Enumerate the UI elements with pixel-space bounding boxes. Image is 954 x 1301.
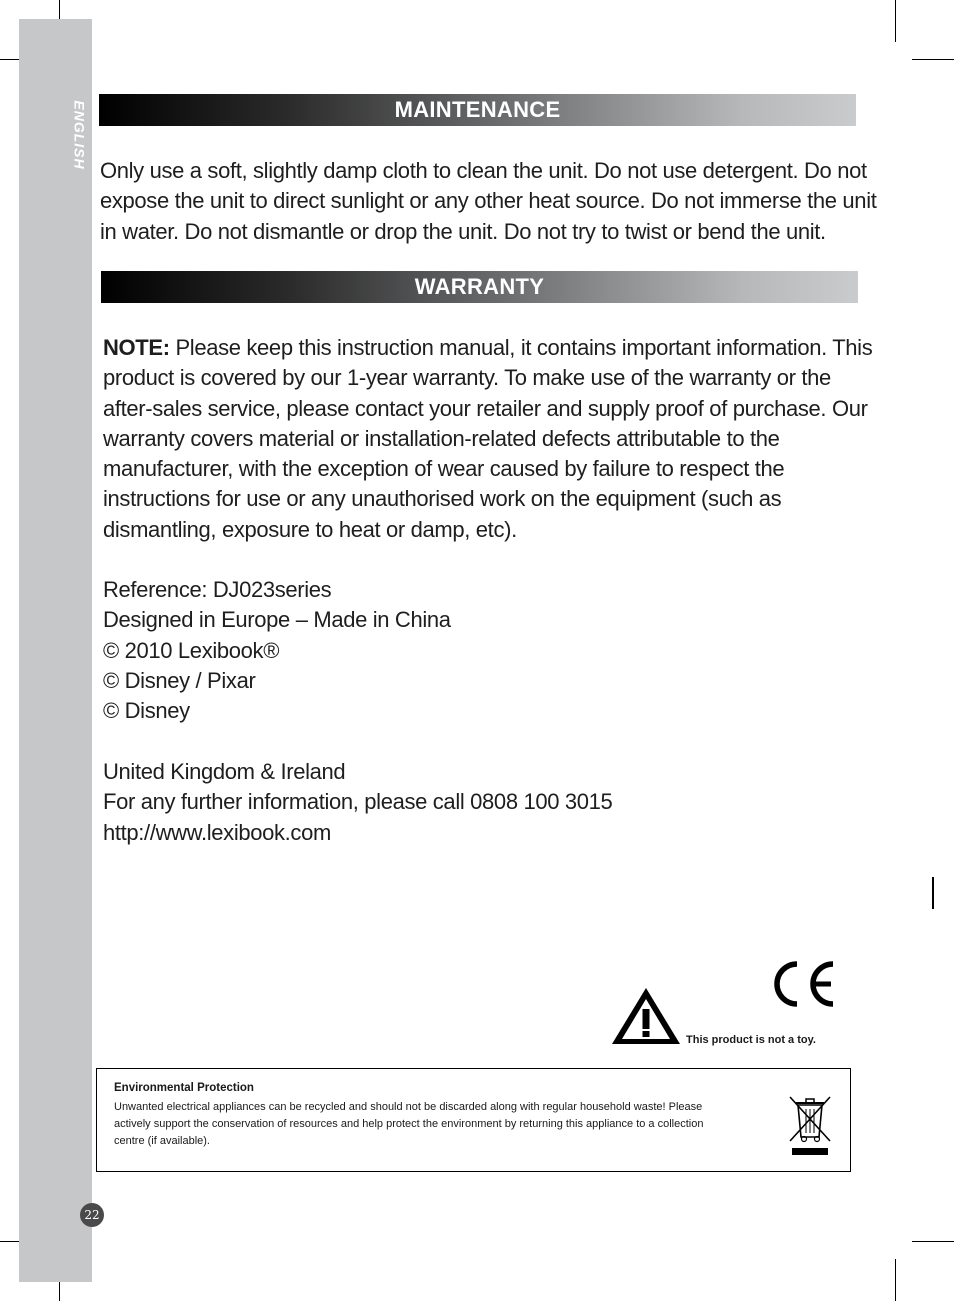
environmental-protection-box	[96, 1068, 851, 1172]
contact-phone: For any further information, please call 0808 100 3015	[103, 789, 613, 815]
crop-mark	[895, 0, 896, 42]
warranty-line: manufacturer, with the exception of wear caused by failure to respect the	[103, 456, 785, 482]
reference-line: © Disney / Pixar	[103, 667, 256, 693]
warranty-line: dismantling, exposure to heat or damp, etc).	[103, 516, 517, 542]
warranty-heading-bar	[101, 271, 858, 303]
page-number: 22	[80, 1203, 104, 1227]
maintenance-line: Only use a soft, slightly damp cloth to clean the unit. Do not use detergent. Do not	[100, 158, 867, 183]
warranty-first-line	[103, 333, 872, 363]
maintenance-heading-bar	[99, 94, 856, 126]
contact-website: http://www.lexibook.com	[103, 819, 331, 845]
crop-mark	[912, 1241, 954, 1242]
reference-line: © 2010 Lexibook®	[103, 637, 280, 663]
contact-block	[103, 757, 612, 848]
environmental-line: actively support the conservation of resources and help protect the environment by returning this appliance to a collection	[114, 1118, 704, 1130]
reference-line: Designed in Europe – Made in China	[103, 607, 451, 633]
warranty-line: warranty covers material or installation-related defects attributable to the	[103, 425, 780, 451]
maintenance-line: in water. Do not dismantle or drop the unit. Do not try to twist or bend the unit.	[100, 218, 826, 244]
environmental-line: centre (if available).	[114, 1135, 210, 1147]
reference-block	[103, 575, 451, 726]
note-label: NOTE:	[103, 335, 170, 360]
warranty-text	[103, 333, 872, 545]
warranty-line: product is covered by our 1-year warranty. To make use of the warranty or the	[103, 365, 831, 391]
warranty-line: instructions for use or any unauthorised work on the equipment (such as	[103, 486, 782, 512]
environmental-text	[114, 1099, 734, 1150]
warranty-heading: WARRANTY	[414, 274, 545, 299]
warranty-line: after-sales service, please contact your retailer and supply proof of purchase. Our	[103, 395, 868, 421]
language-label: ENGLISH	[71, 100, 88, 170]
maintenance-text	[100, 156, 877, 247]
weee-crossed-bin-icon	[786, 1093, 834, 1157]
reference-line: Reference: DJ023series	[103, 577, 332, 602]
side-tab	[19, 19, 92, 1282]
warranty-line: Please keep this instruction manual, it contains important information. This	[169, 335, 873, 360]
maintenance-heading: MAINTENANCE	[394, 97, 561, 122]
contact-region: United Kingdom & Ireland	[103, 759, 346, 784]
environmental-title: Environmental Protection	[114, 1082, 254, 1094]
warning-triangle-icon	[610, 985, 682, 1047]
language-tab	[62, 99, 97, 174]
crop-mark	[895, 1259, 896, 1301]
reference-line: © Disney	[103, 698, 190, 724]
maintenance-line: expose the unit to direct sunlight or any other heat source. Do not immerse the unit	[100, 188, 877, 214]
registration-mark	[932, 877, 934, 909]
crop-mark	[912, 59, 954, 60]
not-a-toy-notice: This product is not a toy.	[686, 1034, 816, 1046]
environmental-line: Unwanted electrical appliances can be recycled and should not be discarded along with regular household waste! Please	[114, 1101, 703, 1113]
ce-mark-icon	[767, 958, 839, 1010]
